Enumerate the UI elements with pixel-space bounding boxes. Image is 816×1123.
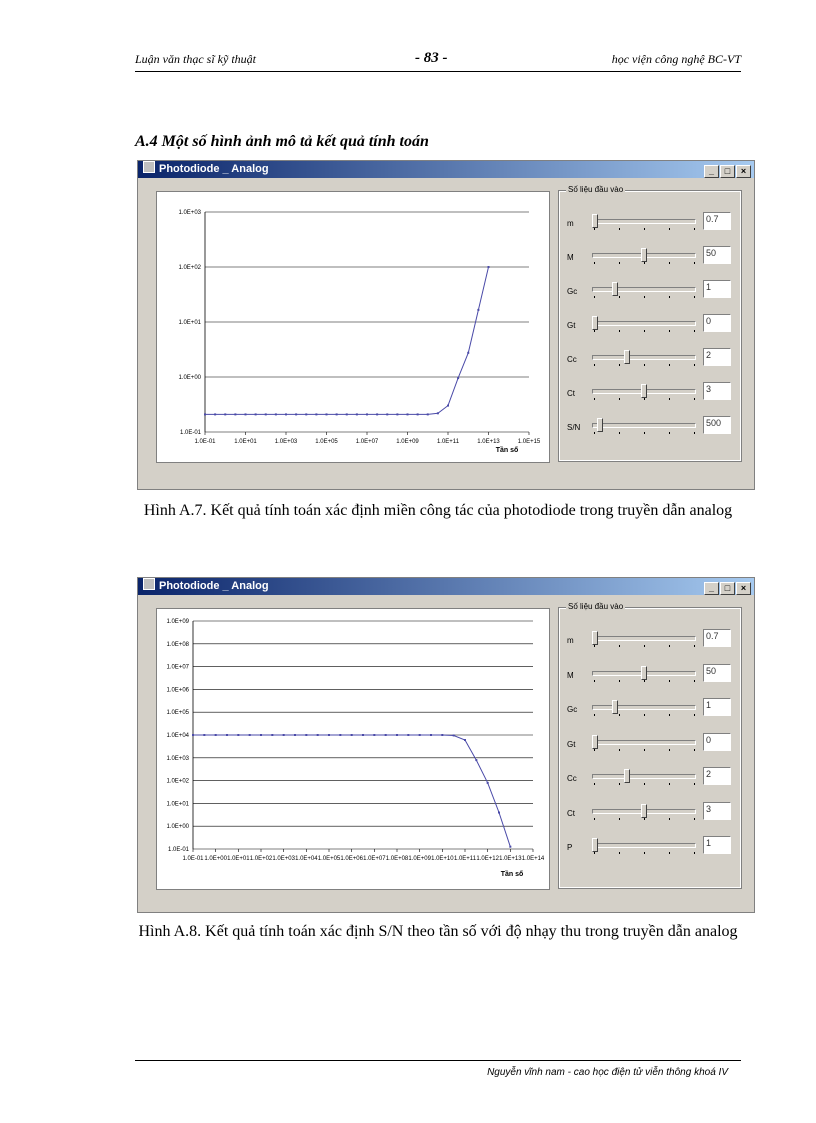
data-point bbox=[427, 413, 429, 415]
slider-thumb[interactable] bbox=[641, 666, 647, 680]
footer-rule bbox=[135, 1060, 741, 1061]
slider-thumb[interactable] bbox=[612, 700, 618, 714]
param-row bbox=[564, 765, 736, 791]
param-value-field[interactable]: 3 bbox=[703, 382, 731, 400]
data-point bbox=[376, 413, 378, 415]
data-point bbox=[285, 413, 287, 415]
param-label: Ct bbox=[567, 389, 575, 398]
data-point bbox=[271, 734, 273, 736]
close-button[interactable]: × bbox=[736, 165, 751, 178]
data-point bbox=[453, 734, 455, 736]
data-point bbox=[351, 734, 353, 736]
y-tick-label: 1.0E+01 bbox=[178, 320, 201, 326]
param-value-field[interactable]: 2 bbox=[703, 348, 731, 366]
slider-ticks bbox=[594, 432, 694, 434]
app-icon bbox=[143, 161, 155, 173]
y-tick-label: 1.0E-01 bbox=[179, 430, 201, 436]
slider-thumb[interactable] bbox=[624, 350, 630, 364]
data-point bbox=[275, 413, 277, 415]
x-tick-label: 1.0E-01 bbox=[182, 856, 204, 862]
y-tick-label: 1.0E+08 bbox=[166, 641, 189, 648]
slider-ticks bbox=[594, 714, 694, 716]
chart bbox=[157, 609, 549, 889]
x-tick-label: 1.0E+03 bbox=[272, 856, 295, 862]
slider-thumb[interactable] bbox=[597, 418, 603, 432]
data-point bbox=[441, 734, 443, 736]
slider-thumb[interactable] bbox=[592, 214, 598, 228]
slider-ticks bbox=[594, 818, 694, 820]
app-window bbox=[137, 577, 755, 913]
param-row bbox=[564, 346, 736, 372]
slider-thumb[interactable] bbox=[641, 384, 647, 398]
param-label: Ct bbox=[567, 808, 575, 818]
data-point bbox=[336, 413, 338, 415]
data-point bbox=[234, 413, 236, 415]
param-label: S/N bbox=[567, 423, 581, 432]
panel-legend: Số liệu đầu vào bbox=[568, 602, 624, 611]
data-point bbox=[305, 413, 307, 415]
x-tick-label: 1.0E+11 bbox=[453, 856, 477, 862]
slider-track[interactable] bbox=[592, 287, 696, 292]
param-value-field[interactable]: 1 bbox=[703, 698, 731, 716]
data-point bbox=[237, 734, 239, 736]
param-row bbox=[564, 731, 736, 757]
chart-area bbox=[156, 608, 550, 890]
minimize-button[interactable]: _ bbox=[704, 165, 719, 178]
x-axis-title: Tần số bbox=[500, 871, 524, 878]
section-title: A.4 Một số hình ảnh mô tả kết quả tính toán bbox=[135, 133, 429, 150]
data-point bbox=[407, 413, 409, 415]
slider-ticks bbox=[594, 364, 694, 366]
x-tick-label: 1.0E+09 bbox=[408, 856, 431, 862]
param-row bbox=[564, 312, 736, 338]
param-value-field[interactable]: 50 bbox=[703, 246, 731, 264]
maximize-button[interactable]: □ bbox=[720, 165, 735, 178]
data-point bbox=[467, 352, 469, 354]
param-label: m bbox=[567, 219, 574, 228]
param-row bbox=[564, 696, 736, 722]
window-title: Photodiode _ Analog bbox=[159, 580, 269, 592]
x-tick-label: 1.0E+14 bbox=[521, 856, 545, 862]
data-point bbox=[328, 734, 330, 736]
slider-thumb[interactable] bbox=[592, 316, 598, 330]
param-row bbox=[564, 210, 736, 236]
data-point bbox=[437, 412, 439, 414]
data-point bbox=[475, 759, 477, 761]
param-label: M bbox=[567, 670, 574, 680]
data-point bbox=[283, 734, 285, 736]
y-tick-label: 1.0E+03 bbox=[178, 210, 201, 216]
data-point bbox=[315, 413, 317, 415]
param-value-field[interactable]: 1 bbox=[703, 280, 731, 298]
slider-track[interactable] bbox=[592, 423, 696, 428]
data-point bbox=[339, 734, 341, 736]
data-point bbox=[417, 413, 419, 415]
y-tick-label: 1.0E+06 bbox=[166, 687, 189, 694]
x-tick-label: 1.0E+15 bbox=[517, 439, 541, 445]
y-tick-label: 1.0E+02 bbox=[166, 778, 189, 785]
data-point bbox=[457, 377, 459, 379]
data-point bbox=[407, 734, 409, 736]
x-tick-label: 1.0E+00 bbox=[204, 856, 227, 862]
x-tick-label: 1.0E+01 bbox=[227, 856, 250, 862]
maximize-button[interactable]: □ bbox=[720, 582, 735, 595]
slider-ticks bbox=[594, 645, 694, 647]
slider-ticks bbox=[594, 262, 694, 264]
series-line bbox=[205, 267, 489, 414]
slider-thumb[interactable] bbox=[624, 769, 630, 783]
param-value-field[interactable]: 0 bbox=[703, 733, 731, 751]
slider-thumb[interactable] bbox=[641, 804, 647, 818]
param-label: Gc bbox=[567, 287, 578, 296]
param-row bbox=[564, 278, 736, 304]
data-point bbox=[362, 734, 364, 736]
close-button[interactable]: × bbox=[736, 582, 751, 595]
y-tick-label: 1.0E+04 bbox=[166, 733, 189, 739]
data-point bbox=[356, 413, 358, 415]
x-tick-label: 1.0E+10 bbox=[431, 856, 454, 862]
param-value-field[interactable]: 500 bbox=[703, 416, 731, 434]
slider-thumb[interactable] bbox=[592, 838, 598, 852]
data-point bbox=[430, 734, 432, 736]
param-value-field[interactable]: 1 bbox=[703, 836, 731, 854]
data-point bbox=[386, 413, 388, 415]
x-tick-label: 1.0E+06 bbox=[340, 856, 363, 862]
y-tick-label: 1.0E+05 bbox=[166, 710, 189, 717]
figure-caption: Hình A.8. Kết quả tính toán xác định S/N theo tần số với độ nhạy thu trong truyền dẫn analog bbox=[138, 923, 738, 940]
slider-track[interactable] bbox=[592, 355, 696, 360]
data-point bbox=[317, 734, 319, 736]
chart bbox=[157, 192, 549, 462]
data-point bbox=[249, 734, 251, 736]
param-row bbox=[564, 380, 736, 406]
slider-track[interactable] bbox=[592, 219, 696, 224]
slider-thumb[interactable] bbox=[592, 735, 598, 749]
x-tick-label: 1.0E+07 bbox=[355, 439, 379, 445]
param-row bbox=[564, 414, 736, 440]
slider-ticks bbox=[594, 296, 694, 298]
figure-caption: Hình A.7. Kết quả tính toán xác định miền công tác của photodiode trong truyền dẫn analog bbox=[143, 502, 733, 519]
x-tick-label: 1.0E+08 bbox=[385, 856, 409, 862]
x-tick-label: 1.0E+11 bbox=[436, 439, 460, 445]
param-label: Cc bbox=[567, 774, 577, 783]
app-window bbox=[137, 160, 755, 490]
x-tick-label: 1.0E+04 bbox=[295, 856, 318, 862]
data-point bbox=[509, 846, 511, 848]
param-label: Gt bbox=[567, 321, 576, 330]
slider-ticks bbox=[594, 783, 694, 785]
data-point bbox=[366, 413, 368, 415]
input-panel bbox=[559, 602, 741, 888]
data-point bbox=[373, 734, 375, 736]
x-tick-label: 1.0E+03 bbox=[274, 439, 298, 445]
data-point bbox=[498, 812, 500, 814]
x-tick-label: 1.0E+13 bbox=[499, 856, 522, 862]
x-tick-label: 1.0E+05 bbox=[317, 856, 341, 862]
param-row bbox=[564, 627, 736, 653]
slider-ticks bbox=[594, 398, 694, 400]
slider-thumb[interactable] bbox=[592, 631, 598, 645]
slider-thumb[interactable] bbox=[612, 282, 618, 296]
param-label: Cc bbox=[567, 355, 577, 364]
data-point bbox=[255, 413, 257, 415]
data-point bbox=[419, 734, 421, 736]
minimize-button[interactable]: _ bbox=[704, 582, 719, 595]
data-point bbox=[385, 734, 387, 736]
slider-track[interactable] bbox=[592, 740, 696, 745]
x-tick-label: 1.0E+12 bbox=[476, 856, 499, 862]
param-value-field[interactable]: 0.7 bbox=[703, 629, 731, 647]
x-tick-label: 1.0E+07 bbox=[363, 856, 386, 862]
param-value-field[interactable]: 0.7 bbox=[703, 212, 731, 230]
slider-ticks bbox=[594, 228, 694, 230]
y-tick-label: 1.0E+01 bbox=[166, 801, 189, 808]
data-point bbox=[214, 413, 216, 415]
header-left: Luận văn thạc sĩ kỹ thuật bbox=[135, 52, 256, 66]
data-point bbox=[396, 413, 398, 415]
slider-ticks bbox=[594, 330, 694, 332]
data-point bbox=[224, 413, 226, 415]
slider-track[interactable] bbox=[592, 843, 696, 848]
window-title: Photodiode _ Analog bbox=[159, 163, 269, 175]
data-point bbox=[226, 734, 228, 736]
slider-track[interactable] bbox=[592, 636, 696, 641]
data-point bbox=[204, 413, 206, 415]
input-panel bbox=[559, 185, 741, 461]
y-tick-label: 1.0E+00 bbox=[178, 375, 201, 381]
data-point bbox=[305, 734, 307, 736]
param-label: m bbox=[567, 636, 574, 645]
data-point bbox=[203, 734, 205, 736]
data-point bbox=[346, 413, 348, 415]
data-point bbox=[215, 734, 217, 736]
slider-track[interactable] bbox=[592, 705, 696, 710]
data-point bbox=[294, 734, 296, 736]
data-point bbox=[265, 413, 267, 415]
param-value-field[interactable]: 3 bbox=[703, 802, 731, 820]
panel-legend: Số liệu đầu vào bbox=[568, 185, 624, 194]
param-row bbox=[564, 662, 736, 688]
data-point bbox=[245, 413, 247, 415]
header-rule bbox=[135, 71, 741, 72]
y-tick-label: 1.0E+02 bbox=[178, 265, 201, 271]
x-tick-label: 1.0E-01 bbox=[194, 439, 216, 445]
param-value-field[interactable]: 50 bbox=[703, 664, 731, 682]
series-line bbox=[193, 735, 510, 847]
y-tick-label: 1.0E+00 bbox=[166, 824, 189, 831]
data-point bbox=[326, 413, 328, 415]
data-point bbox=[396, 734, 398, 736]
data-point bbox=[295, 413, 297, 415]
y-tick-label: 1.0E-01 bbox=[167, 847, 189, 853]
slider-track[interactable] bbox=[592, 321, 696, 326]
param-label: P bbox=[567, 843, 573, 852]
slider-thumb[interactable] bbox=[641, 248, 647, 262]
app-icon bbox=[143, 578, 155, 590]
data-point bbox=[192, 734, 194, 736]
window-titlebar[interactable] bbox=[138, 161, 754, 178]
param-row bbox=[564, 834, 736, 860]
data-point bbox=[477, 309, 479, 311]
slider-track[interactable] bbox=[592, 774, 696, 779]
page-header bbox=[135, 50, 741, 70]
header-right: học viện công nghệ BC-VT bbox=[611, 52, 741, 66]
data-point bbox=[487, 782, 489, 784]
chart-area bbox=[156, 191, 550, 463]
data-point bbox=[260, 734, 262, 736]
slider-ticks bbox=[594, 852, 694, 854]
param-label: M bbox=[567, 253, 574, 262]
x-tick-label: 1.0E+01 bbox=[234, 439, 257, 445]
window-titlebar[interactable] bbox=[138, 578, 754, 595]
data-point bbox=[488, 266, 490, 268]
slider-ticks bbox=[594, 680, 694, 682]
page-number: - 83 - bbox=[415, 50, 448, 66]
x-tick-label: 1.0E+09 bbox=[396, 439, 419, 445]
param-label: Gc bbox=[567, 705, 578, 714]
x-axis-title: Tần số bbox=[495, 447, 519, 454]
x-tick-label: 1.0E+13 bbox=[477, 439, 500, 445]
param-row bbox=[564, 800, 736, 826]
param-value-field[interactable]: 0 bbox=[703, 314, 731, 332]
data-point bbox=[464, 739, 466, 741]
param-value-field[interactable]: 2 bbox=[703, 767, 731, 785]
y-tick-label: 1.0E+07 bbox=[166, 664, 189, 671]
y-tick-label: 1.0E+09 bbox=[166, 619, 189, 625]
slider-ticks bbox=[594, 749, 694, 751]
x-tick-label: 1.0E+05 bbox=[315, 439, 338, 445]
page-footer: Nguyễn vĩnh nam - cao học điện tử viễn thông khoá IV bbox=[487, 1067, 728, 1078]
x-tick-label: 1.0E+02 bbox=[249, 856, 273, 862]
y-tick-label: 1.0E+03 bbox=[166, 755, 189, 762]
param-label: Gt bbox=[567, 739, 576, 749]
param-row bbox=[564, 244, 736, 270]
data-point bbox=[447, 405, 449, 407]
